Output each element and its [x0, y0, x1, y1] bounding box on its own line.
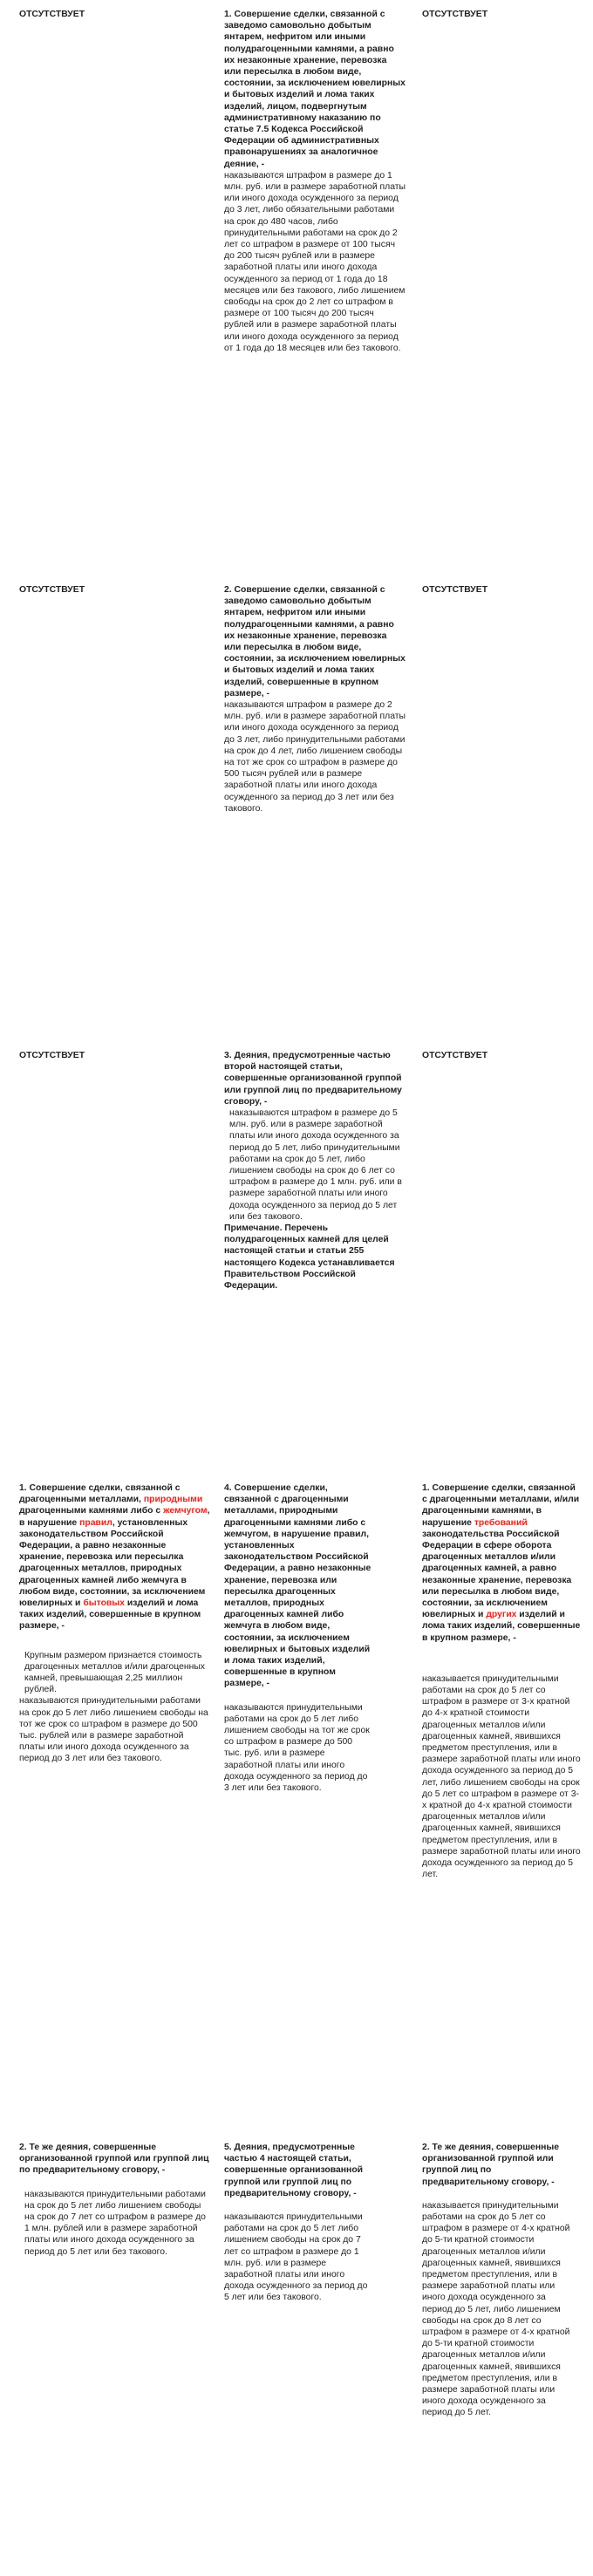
penalty-text: наказываются принудительными работами на срок до 5 лет либо лишением свободы на тот же срок со штрафом в размере до 500 тыс. руб. или в размере заработной платы или иного дохода осужденного за период до 3 лет или без такового. [224, 1702, 370, 1794]
offence-description: 3. Деяния, предусмотренные частью второй настоящей статьи, совершенные организованной группой или группой лиц по предварительному сговору, - [224, 1051, 402, 1107]
offence-description: 2. Совершение сделки, связанной с заведомо самовольно добытым янтарем, нефритом или иными полудрагоценными камнями, а равно их незаконные хранение, перевозка или пересылка в любом виде, состоянии, за исключением ювелирных и бытовых изделий и лома таких изделий, совершенные в крупном размере, - [224, 585, 406, 699]
article-part-3 [224, 1050, 406, 1291]
penalty-text: наказывается принудительными работами на срок до 5 лет со штрафом в размере от 3-х кратной до 4-х кратной стоимости драгоценных металлов и/или драгоценных камней, явившихся предметом преступления, или в размере заработной платы или иного дохода осужденного за период до 5 лет, либо лишением свободы на срок до 5 лет со штрафом в размере от 3-х кратной до 4-х кратной стоимости драгоценных металлов и/или драгоценных камней, явившихся предметом преступления, или в размере заработной платы или иного дохода осужденного за период до 5 лет. [422, 1673, 581, 1880]
penalty-text: наказываются штрафом в размере до 1 млн. руб. или в размере заработной платы или иного дохода осужденного за период до 3 лет, либо обязательными работами на срок до 480 часов, либо принудительными работами на срок до 2 лет со штрафом в размере от 100 тысяч до 200 тысяч рублей или в размере заработной платы или иного дохода осужденного за период от 1 года до 18 месяцев или без такового, либо лишением свободы на срок до 2 лет со штрафом в размере от 100 тысяч до 200 тысяч рублей или в размере заработной платы или иного дохода осужденного за период от 1 года до 18 месяцев или без такового. [224, 170, 406, 353]
offence-description: 2. Те же деяния, совершенные организованной группой или группой лиц по предварительному сговору, - [19, 2143, 209, 2176]
absent-label: ОТСУТСТВУЕТ [19, 585, 85, 595]
absent-label: ОТСУТСТВУЕТ [422, 1051, 488, 1060]
offence-description: 1. Совершение сделки, связанной с драгоценными металлами, и/или драгоценными камнями, в нарушение требований законодательства Российской Федерации в сфере оборота драгоценных металлов и/или драгоценных камней, а равно незаконные хранение, перевозка или пересылка в любом виде, состоянии, за исключением ювелирных и других изделий и лома таких изделий, совершенные в крупном размере, - [422, 1483, 581, 1643]
old-article-part-1 [19, 1482, 211, 1765]
offence-description: 5. Деяния, предусмотренные частью 4 настоящей статьи, совершенные организованной группой или группой лиц по предварительному сговору, - [224, 2143, 364, 2198]
offence-description: 2. Те же деяния, совершенные организованной группой или группой лиц по предварительному сговору, - [422, 2143, 560, 2187]
article-part-1 [224, 9, 406, 354]
penalty-text: наказываются принудительными работами на срок до 5 лет либо лишением свободы на срок до 7 лет со штрафом в размере до 1 млн. рублей или в размере заработной платы или иного дохода осужденного за период до 5 лет или без такового. [24, 2189, 206, 2257]
absent-label: ОТСУТСТВУЕТ [422, 10, 488, 19]
absent-label: ОТСУТСТВУЕТ [19, 10, 85, 19]
new-article-part-2 [422, 2142, 577, 2419]
penalty-text: наказываются принудительными работами на срок до 5 лет либо лишением свободы на тот же срок со штрафом в размере до 500 тыс. рублей или в размере заработной платы или иного дохода осужденного за период до 3 лет или без такового. [19, 1696, 208, 1764]
article-part-2 [224, 584, 406, 814]
offence-description: 4. Совершение сделки, связанной с драгоценными металлами, природными драгоценными камнями либо с жемчугом, в нарушение правил, установленных законодательством Российской Федерации, а равно незаконные хранение, перевозка или пересылка драгоценных металлов, природных драгоценных камней либо жемчуга в любом виде, состоянии, за исключением ювелирных и бытовых изделий и лома таких изделий, совершенные в крупном размере, - [224, 1483, 371, 1689]
article-part-5 [224, 2142, 372, 2304]
penalty-text: наказываются штрафом в размере до 5 млн. руб. или в размере заработной платы или иного дохода осужденного за период до 5 лет, либо принудительными работами на срок до 5 лет, либо лишением свободы на срок до 6 лет со штрафом в размере до 1 млн. руб. или в размере заработной платы или иного дохода осужденного за период до 5 лет или без такового. [229, 1108, 402, 1222]
penalty-text: наказываются штрафом в размере до 2 млн. руб. или в размере заработной платы или иного дохода осужденного за период до 3 лет, либо принудительными работами на срок до 4 лет, либо лишением свободы на тот же срок со штрафом в размере до 500 тысяч рублей или в размере заработной платы или иного дохода осужденного за период до 3 лет или без такового. [224, 700, 406, 814]
absent-label: ОТСУТСТВУЕТ [19, 1051, 85, 1060]
large-size-note: Крупным размером признается стоимость драгоценных металлов и/или драгоценных камней, превышающая 2,25 миллион рублей. [24, 1650, 205, 1695]
penalty-text: наказывается принудительными работами на срок до 5 лет со штрафом в размере от 4-х кратной до 5-ти кратной стоимости драгоценных металлов и/или драгоценных камней, явившихся предметом преступления, или в размере заработной платы или иного дохода осужденного за период до 5 лет, либо лишением свободы на срок до 8 лет со штрафом в размере от 4-х кратной до 5-ти кратной стоимости драгоценных металлов и/или драгоценных камней, явившихся предметом преступления, или в размере заработной платы или иного дохода осужденного за период до 5 лет. [422, 2200, 570, 2418]
new-article-part-1 [422, 1482, 583, 1881]
absent-label: ОТСУТСТВУЕТ [422, 585, 488, 595]
penalty-text: наказываются принудительными работами на срок до 5 лет либо лишением свободы на срок до 7 лет со штрафом в размере до 1 млн. руб. или в размере заработной платы или иного дохода осужденного за период до 5 лет или без такового. [224, 2212, 368, 2303]
article-part-4 [224, 1482, 372, 1794]
article-note: Примечание. Перечень полудрагоценных камней для целей настоящей статьи и статьи 255 настоящего Кодекса устанавливается Правительством Российской Федерации. [224, 1223, 395, 1291]
offence-description: 1. Совершение сделки, связанной с заведомо самовольно добытым янтарем, нефритом или иными полудрагоценными камнями, а равно их незаконные хранение, перевозка или пересылка в любом виде, состоянии, за исключением ювелирных и бытовых изделий и лома таких изделий, лицом, подвергнутым административному наказанию по статье 7.5 Кодекса Российской Федерации об административных правонарушениях за аналогичное деяние, - [224, 10, 406, 169]
old-article-part-2 [19, 2142, 211, 2258]
offence-description: 1. Совершение сделки, связанной с драгоценными металлами, природными драгоценными камнями либо с жемчугом, в нарушение правил, установленных законодательством Российской Федерации, а равно незаконные хранение, перевозка или пересылка драгоценных металлов, природных драгоценных камней либо жемчуга в любом виде, состоянии, за исключением ювелирных и бытовых изделий и лома таких изделий, совершенные в крупном размере, - [19, 1483, 210, 1632]
